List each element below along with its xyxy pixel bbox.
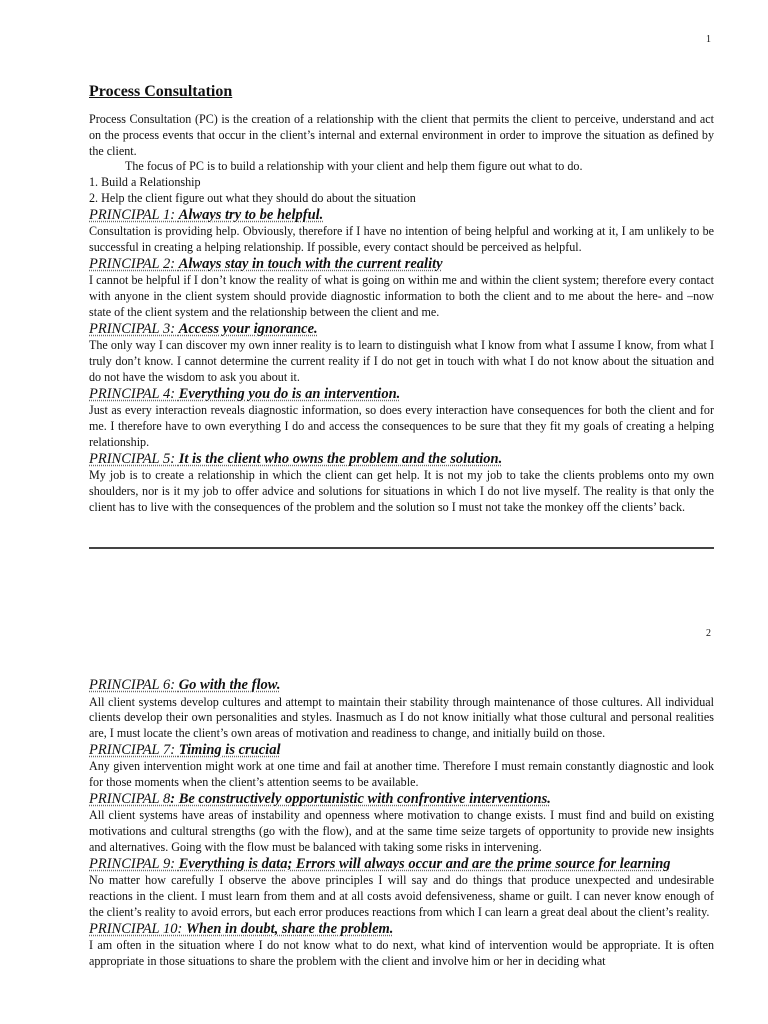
principle-text: All client systems develop cultures and attempt to maintain their stability through maintenance of those cultures. All individual clients develop their own personalities and styles. Inasmuch as I do not know initially what those cultural and personal realities are, I must locate the client’s own areas of motivation and readiness to change, and initially build on those. bbox=[89, 694, 714, 741]
principle-10 bbox=[89, 921, 714, 970]
principle-heading: PRINCIPAL 4: Everything you do is an intervention. bbox=[89, 385, 401, 402]
principle-text: Any given intervention might work at one time and fail at another time. Therefore I must remain constantly diagnostic and look for those moments when the client’s attention seems to be available. bbox=[89, 759, 714, 790]
principle-heading: PRINCIPAL 6: Go with the flow. bbox=[89, 677, 281, 693]
principle-8 bbox=[89, 791, 714, 856]
principle-heading: PRINCIPAL 7: Timing is crucial bbox=[89, 741, 281, 758]
principle-text: I cannot be helpful if I don’t know the reality of what is going on within me and within the client system; therefore every contact with anyone in the client system should provide diagnostic information to both the client and to me about the here- and –now state of the client system and the relationship between the client and me. bbox=[89, 273, 714, 319]
steps-list bbox=[89, 175, 714, 207]
principle-text: Consultation is providing help. Obviously, therefore if I have no intention of being helpful and working at it, I am unlikely to be successful in creating a helping relationship. If possible, every contact should be perceived as helpful. bbox=[89, 224, 714, 255]
intro-paragraph: Process Consultation (PC) is the creation of a relationship with the client that permits the client to perceive, understand and act on the process events that occur in the client’s internal and external environment in order to improve the situation as defined by the client. bbox=[89, 112, 714, 158]
principle-heading: PRINCIPAL 1: Always try to be helpful. bbox=[89, 206, 324, 223]
list-item: 1. Build a Relationship bbox=[89, 175, 201, 190]
principle-heading: PRINCIPAL 8: Be constructively opportunistic with confrontive interventions. bbox=[89, 790, 551, 807]
page1-body bbox=[89, 112, 714, 515]
list-item: 2. Help the client figure out what they should do about the situation bbox=[89, 190, 416, 205]
principle-heading: PRINCIPAL 5: It is the client who owns the problem and the solution. bbox=[89, 450, 503, 467]
principle-text: I am often in the situation where I do not know what to do next, what kind of intervention would be appropriate. It is often appropriate in those situations to share the problem with the client and involve him or her in deciding what bbox=[89, 938, 714, 969]
principle-9 bbox=[89, 856, 714, 921]
principle-text: All client systems have areas of instability and openness where motivation to change exists. I must find and build on existing motivations and cultural strengths (go with the flow), and at the same time seize targets of opportunity to provide new insights and alternatives. Going with the flow must be balanced with taking some risks in intervening. bbox=[89, 808, 714, 855]
focus-statement: The focus of PC is to build a relationship with your client and help them figure out what to do. bbox=[125, 159, 583, 174]
principle-text: Just as every interaction reveals diagnostic information, so does every interaction have consequences for both the client and for me. I therefore have to own everything I do and access the consequences to be sure that they fit my goals of creating a helping relationship. bbox=[89, 403, 714, 449]
principle-6 bbox=[89, 677, 714, 742]
principle-2 bbox=[89, 256, 714, 321]
page-number: 2 bbox=[706, 628, 711, 639]
page2-body bbox=[89, 677, 714, 970]
principle-3 bbox=[89, 321, 714, 386]
principle-heading: PRINCIPAL 3: Access your ignorance. bbox=[89, 320, 318, 337]
principle-heading: PRINCIPAL 9: Everything is data; Errors will always occur and are the prime source for learning bbox=[89, 855, 671, 872]
principle-heading: PRINCIPAL 10: When in doubt, share the problem. bbox=[89, 920, 394, 937]
principle-text: No matter how carefully I observe the above principles I will say and do things that produce unexpected and undesirable reactions in the client. I must learn from them and at all costs avoid defensiveness, shame or guilt. I can never know enough of the client’s reality to avoid errors, but each error produces reactions from which I can learn a great deal about the client’s reality. bbox=[89, 873, 714, 919]
principle-4 bbox=[89, 386, 714, 451]
page-divider bbox=[89, 547, 714, 549]
principle-7 bbox=[89, 742, 714, 791]
document-title: Process Consultation bbox=[89, 83, 233, 100]
principle-text: My job is to create a relationship in which the client can get help. It is not my job to take the clients problems onto my own shoulders, nor is it my job to offer advice and solutions for situations in which I do not live myself. The reality is that only the client has to live with the consequences of the problem and the solution so I must not take the monkey off the clients’ back. bbox=[89, 468, 714, 514]
principle-heading: PRINCIPAL 2: Always stay in touch with the current reality bbox=[89, 255, 443, 272]
principle-text: The only way I can discover my own inner reality is to learn to distinguish what I know from what I assume I know, from what I truly don’t know. I cannot determine the current reality if I do not get in touch with what I do not know about the situation and do not have the wisdom to ask you about it. bbox=[89, 338, 714, 384]
principle-1 bbox=[89, 207, 714, 256]
page-number: 1 bbox=[706, 34, 711, 45]
principle-5 bbox=[89, 451, 714, 516]
